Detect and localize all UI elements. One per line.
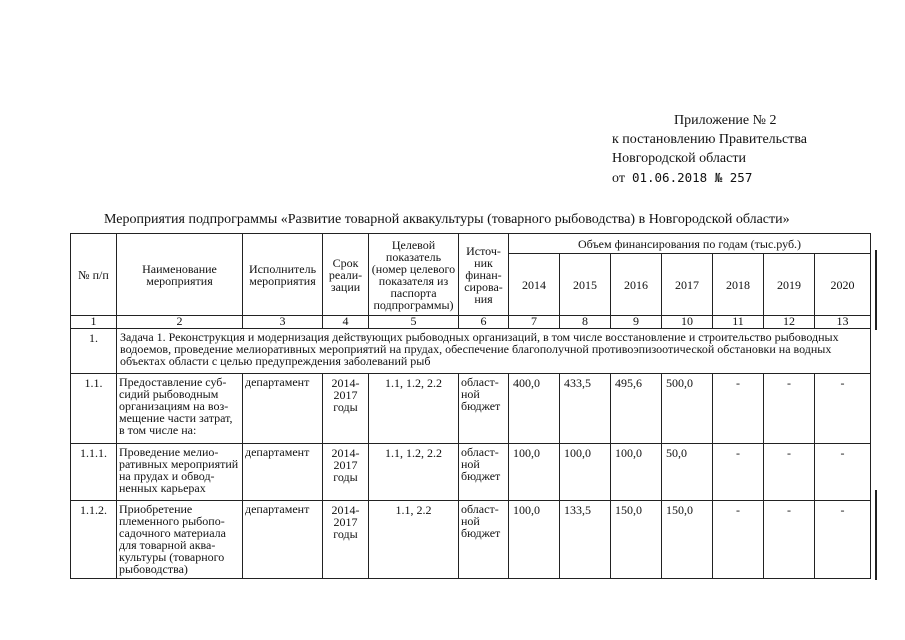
header-executor: Исполнитель мероприятия — [243, 234, 323, 316]
row-value: 495,6 — [611, 374, 662, 444]
document-title: Мероприятия подпрограммы «Развитие товарной аквакультуры (товарного рыбоводства) в Новгородской области» — [104, 212, 790, 227]
row-term: 2014-2017 годы — [323, 501, 369, 579]
header-num: № п/п — [71, 234, 117, 316]
row-executor: департамент — [243, 444, 323, 501]
row-value: 150,0 — [611, 501, 662, 579]
task-text: Задача 1. Реконструкция и модернизация действующих рыбоводных организаций, в том числе восстановление и строительство рыбоводных водоемов, проведение мелиоративных мероприятий на прудах, обеспечение благополучной противоэпизоотической обстановки на водных объектах области с целью предупреждения заболеваний рыб — [117, 329, 871, 374]
header-name: Наименование мероприятия — [117, 234, 243, 316]
row-value: 500,0 — [662, 374, 713, 444]
row-value: - — [764, 501, 815, 579]
row-executor: департамент — [243, 501, 323, 579]
row-source: област-ной бюджет — [459, 374, 509, 444]
header-year: 2015 — [560, 254, 611, 316]
column-number: 2 — [117, 316, 243, 329]
row-target: 1.1, 1.2, 2.2 — [369, 374, 459, 444]
row-value: - — [713, 501, 764, 579]
row-value: 150,0 — [662, 501, 713, 579]
scan-edge-line — [875, 490, 877, 580]
column-number: 4 — [323, 316, 369, 329]
column-number: 13 — [815, 316, 871, 329]
appendix-region: Новгородской области — [612, 151, 746, 166]
row-target: 1.1, 2.2 — [369, 501, 459, 579]
column-number: 3 — [243, 316, 323, 329]
row-executor: департамент — [243, 374, 323, 444]
row-value: 100,0 — [509, 444, 560, 501]
row-term: 2014-2017 годы — [323, 444, 369, 501]
header-year: 2018 — [713, 254, 764, 316]
column-number: 12 — [764, 316, 815, 329]
task-row — [71, 329, 871, 374]
appendix-resolution: к постановлению Правительства — [612, 132, 808, 147]
table-row — [71, 444, 871, 501]
column-number: 10 — [662, 316, 713, 329]
column-number: 6 — [459, 316, 509, 329]
appendix-block — [612, 111, 807, 188]
row-name: Предоставление суб-сидий рыбоводным организациям на воз-мещение части затрат, в том числе на: — [117, 374, 243, 444]
table-row — [71, 374, 871, 444]
row-term: 2014-2017 годы — [323, 374, 369, 444]
measures-table — [70, 233, 871, 579]
header-year: 2014 — [509, 254, 560, 316]
row-value: - — [815, 501, 871, 579]
column-number: 9 — [611, 316, 662, 329]
header-year: 2016 — [611, 254, 662, 316]
row-source: област-ной бюджет — [459, 501, 509, 579]
header-year: 2017 — [662, 254, 713, 316]
row-num: 1.1.2. — [71, 501, 117, 579]
row-value: 400,0 — [509, 374, 560, 444]
header-term: Срок реали-зации — [323, 234, 369, 316]
column-number: 11 — [713, 316, 764, 329]
header-target: Целевой показатель (номер целевого показателя из паспорта подпрограммы) — [369, 234, 459, 316]
table-row — [71, 501, 871, 579]
row-value: 433,5 — [560, 374, 611, 444]
task-num: 1. — [71, 329, 117, 374]
column-numbers-row — [71, 316, 871, 329]
column-number: 5 — [369, 316, 459, 329]
date-prefix: от — [612, 171, 625, 186]
row-value: - — [713, 374, 764, 444]
row-name: Проведение мелио-ративных мероприятий на прудах и обвод-ненных карьерах — [117, 444, 243, 501]
row-value: - — [764, 374, 815, 444]
row-value: 133,5 — [560, 501, 611, 579]
row-value: 100,0 — [560, 444, 611, 501]
row-name: Приобретение племенного рыбопо-садочного материала для товарной аква-культуры (товарного рыбоводства) — [117, 501, 243, 579]
row-source: област-ной бюджет — [459, 444, 509, 501]
row-target: 1.1, 1.2, 2.2 — [369, 444, 459, 501]
header-source: Источ-ник финан-сирова-ния — [459, 234, 509, 316]
column-number: 1 — [71, 316, 117, 329]
row-value: 100,0 — [611, 444, 662, 501]
scan-edge-line — [875, 250, 877, 330]
appendix-date — [612, 168, 807, 188]
row-value: - — [713, 444, 764, 501]
appendix-number: Приложение № 2 — [674, 113, 777, 128]
column-number: 8 — [560, 316, 611, 329]
row-value: - — [815, 444, 871, 501]
row-num: 1.1. — [71, 374, 117, 444]
header-row-1 — [71, 234, 871, 254]
header-year: 2019 — [764, 254, 815, 316]
date-stamp: 01.06.2018 № 257 — [631, 170, 753, 185]
row-value: - — [764, 444, 815, 501]
column-number: 7 — [509, 316, 560, 329]
row-value: - — [815, 374, 871, 444]
row-value: 100,0 — [509, 501, 560, 579]
header-year: 2020 — [815, 254, 871, 316]
row-num: 1.1.1. — [71, 444, 117, 501]
row-value: 50,0 — [662, 444, 713, 501]
header-funding: Объем финансирования по годам (тыс.руб.) — [509, 234, 871, 254]
